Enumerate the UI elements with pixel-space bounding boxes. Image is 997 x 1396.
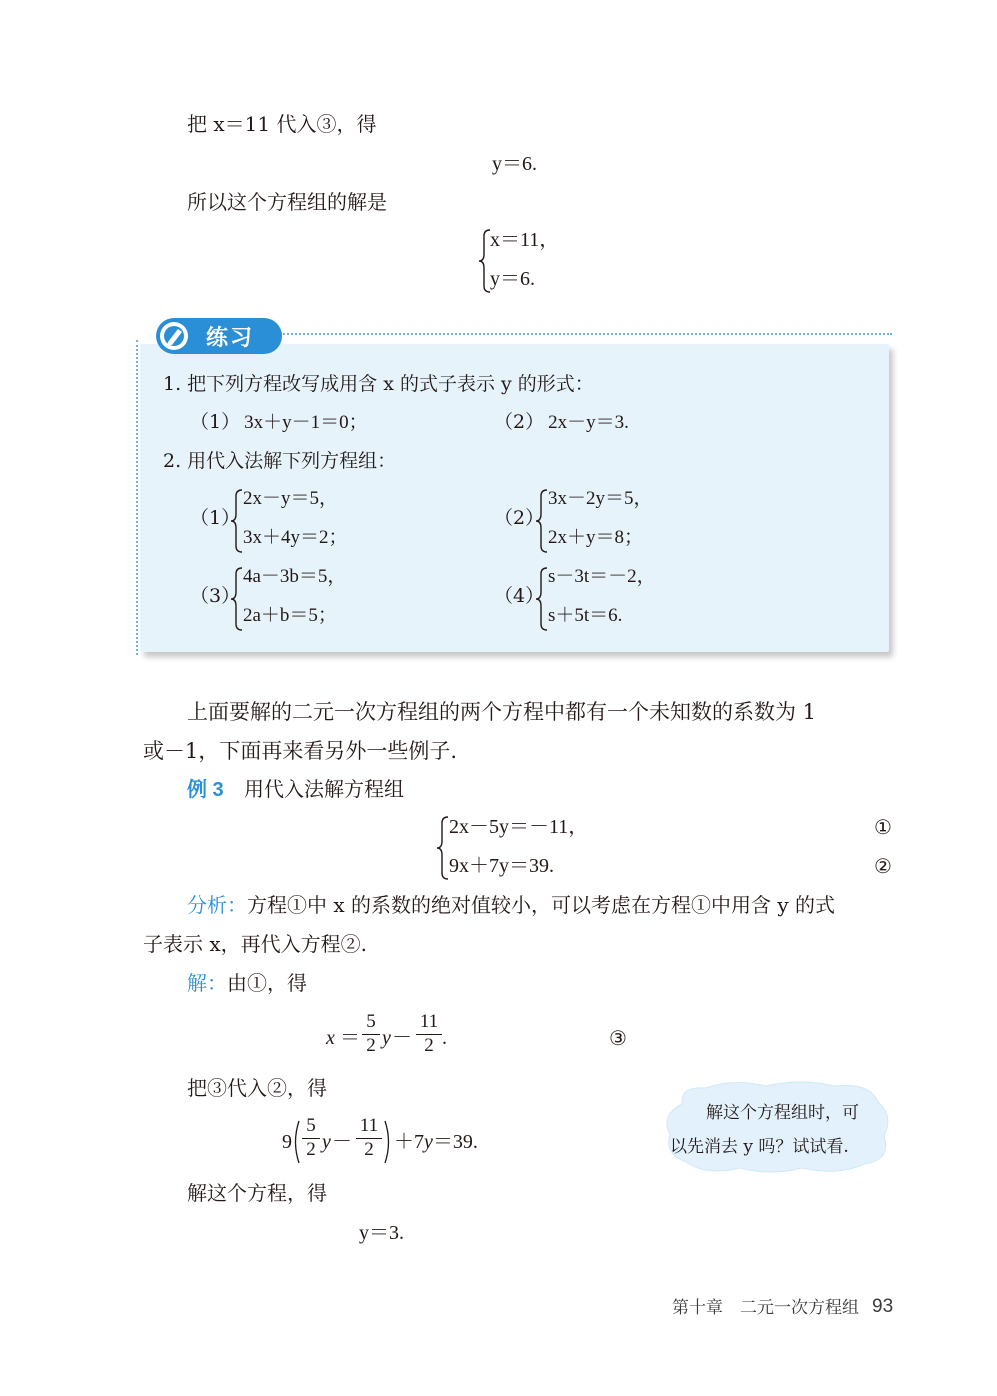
result-y: y＝6.	[492, 153, 537, 175]
bubble-line-2: 以先消去 y 吗？试试看.	[670, 1137, 849, 1157]
hint-bubble	[662, 1080, 894, 1181]
exercise-title: 练习	[206, 326, 255, 351]
solution-intro: 所以这个方程组的解是	[187, 190, 387, 214]
solution-text: 由①，得	[227, 971, 307, 995]
system-line-2: 9x＋7y＝39.	[449, 855, 554, 877]
system-line-1: 2x－5y＝－11，	[449, 816, 589, 838]
paragraph-line-2: 或－1，下面再来看另外一些例子.	[143, 739, 458, 763]
equation-mark-1: ①	[874, 815, 892, 839]
system-line-1: 2x－y＝5，	[243, 488, 339, 509]
exercise-q2-item-3-system	[230, 566, 390, 636]
left-brace-icon	[230, 488, 244, 554]
system-line-1: s－3t＝－2，	[548, 566, 656, 587]
bubble-line-1: 解这个方程组时，可	[706, 1103, 859, 1123]
exercise-q2-item-4-label: （4）	[494, 585, 545, 607]
solution-label: 解：	[187, 971, 227, 995]
pencil-icon	[158, 320, 192, 352]
analysis-line-1	[187, 893, 835, 917]
exercise-q2-item-3-label: （3）	[190, 585, 241, 607]
solution-line	[187, 971, 307, 995]
equation-mark-3: ③	[609, 1026, 627, 1050]
system-line-1: 3x－2y＝5，	[548, 488, 653, 509]
exercise-q2-item-2-label: （2）	[494, 507, 545, 529]
exercise-q2-item-1-label: （1）	[190, 507, 241, 529]
left-brace-icon	[535, 488, 549, 554]
right-paren-icon	[383, 1120, 393, 1164]
exercise-q1-item-1	[190, 411, 368, 435]
analysis-label: 分析：	[187, 893, 247, 917]
example-label: 例 3	[187, 779, 224, 801]
analysis-text: 方程①中 x 的系数的绝对值较小，可以考虑在方程①中用含 y 的式	[247, 893, 836, 917]
substitute-3-into-2: 把③代入②，得	[187, 1076, 327, 1100]
solution-system	[478, 228, 598, 298]
system-line-1: 4a－3b＝5，	[243, 566, 347, 587]
exercise-q2-item-2-system	[535, 488, 695, 558]
solution-line-1: x＝11，	[490, 229, 560, 251]
solve-equation-line: 解这个方程，得	[187, 1181, 327, 1205]
footer-chapter: 第十章 二元一次方程组	[672, 1298, 859, 1318]
left-paren-icon	[291, 1120, 301, 1164]
left-brace-icon	[230, 566, 244, 632]
example-system	[436, 815, 636, 885]
example-heading	[187, 777, 404, 802]
substituted-equation: 9 5 2 y － 11 2 ＋7y＝39.	[282, 1116, 502, 1166]
exercise-q2-item-4-system	[535, 566, 695, 636]
exercise-q2-item-1-system	[230, 488, 390, 558]
item-label: （2）	[494, 411, 545, 433]
exercise-dotted-rule	[280, 333, 892, 335]
exercise-header	[156, 318, 282, 354]
item-text: 2x－y＝3.	[548, 412, 629, 433]
equation-mark-2: ②	[874, 854, 892, 878]
system-line-2: 2x＋y＝8；	[548, 527, 644, 548]
left-brace-icon	[535, 566, 549, 632]
item-text: 3x＋y－1＝0；	[244, 412, 368, 433]
paragraph-line-1: 上面要解的二元一次方程组的两个方程中都有一个未知数的系数为 1	[187, 700, 817, 724]
example-text: 用代入法解方程组	[244, 777, 405, 801]
exercise-q2: 2. 用代入法解下列方程组：	[163, 450, 397, 472]
substitute-text: 把 x＝11 代入③，得	[187, 112, 377, 136]
exercise-q1: 1. 把下列方程改写成用含 x 的式子表示 y 的形式：	[163, 373, 594, 395]
equation-3: x ＝ 5 2 y － 11 2 .	[326, 1011, 447, 1056]
cloud-bubble-icon	[662, 1080, 894, 1176]
page-number: 93	[872, 1296, 894, 1317]
final-result: y＝3.	[359, 1222, 404, 1244]
item-label: （1）	[190, 411, 241, 433]
left-brace-icon	[436, 815, 450, 881]
system-line-2: s＋5t＝6.	[548, 605, 623, 626]
system-line-2: 3x＋4y＝2；	[243, 527, 348, 548]
solution-line-2: y＝6.	[490, 268, 535, 290]
substitute-line	[187, 112, 376, 136]
exercise-q1-item-2	[494, 411, 629, 435]
system-line-2: 2a＋b＝5；	[243, 605, 337, 626]
exercise-dotted-rule-left	[136, 340, 138, 655]
analysis-line-2: 子表示 x，再代入方程②.	[143, 932, 367, 956]
